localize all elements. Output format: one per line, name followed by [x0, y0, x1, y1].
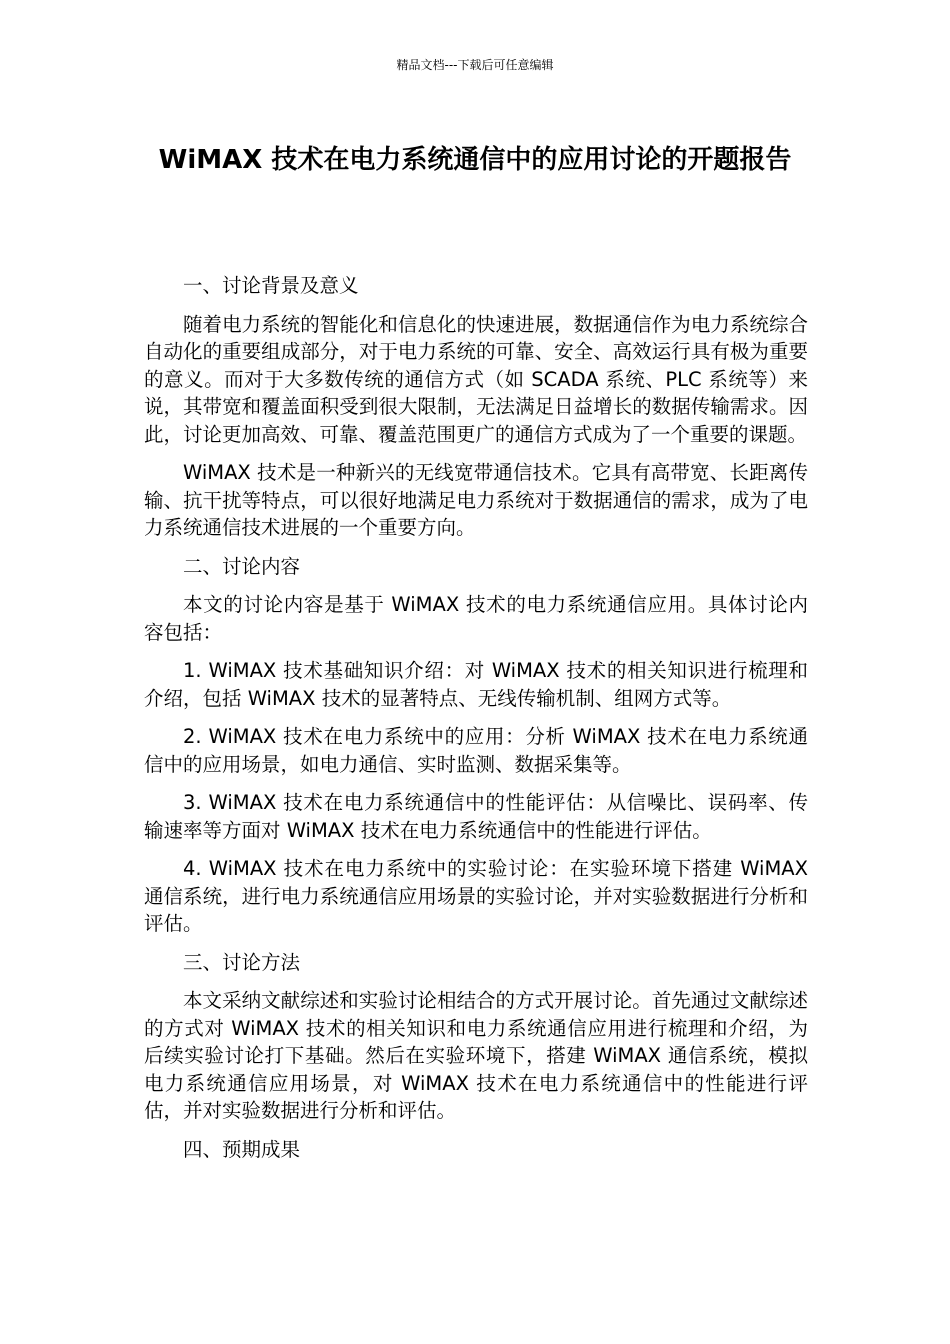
- list-item: 2. WiMAX 技术在电力系统中的应用：分析 WiMAX 技术在电力系统通信中的应用场景，如电力通信、实时监测、数据采集等。: [144, 725, 808, 776]
- list-item: 4. WiMAX 技术在电力系统中的实验讨论：在实验环境下搭建 WiMAX 通信系统，进行电力系统通信应用场景的实验讨论，并对实验数据进行分析和评估。: [144, 857, 808, 935]
- document-body: [144, 272, 808, 1174]
- section-heading-outcomes: 四、预期成果: [183, 1137, 301, 1161]
- section-heading-method: 三、讨论方法: [183, 950, 301, 974]
- body-paragraph: WiMAX 技术是一种新兴的无线宽带通信技术。它具有高带宽、长距离传输、抗干扰等特点，可以很好地满足电力系统对于数据通信的需求，成为了电力系统通信技术进展的一个重要方向。: [144, 461, 808, 539]
- list-item: 3. WiMAX 技术在电力系统通信中的性能评估：从信噪比、误码率、传输速率等方面对 WiMAX 技术在电力系统通信中的性能进行评估。: [144, 791, 808, 842]
- list-item: 1. WiMAX 技术基础知识介绍：对 WiMAX 技术的相关知识进行梳理和介绍，包括 WiMAX 技术的显著特点、无线传输机制、组网方式等。: [144, 659, 808, 710]
- section-heading-background: 一、讨论背景及意义: [183, 274, 359, 297]
- body-paragraph: 本文采纳文献综述和实验讨论相结合的方式开展讨论。首先通过文献综述的方式对 WiMAX 技术的相关知识和电力系统通信应用进行梳理和介绍，为后续实验讨论打下基础。然后在实验环境下，搭建 WiMAX 通信系统，模拟电力系统通信应用场景，对 WiMAX 技术在电力系统通信中的性能进行评估，并对实验数据进行分析和评估。: [144, 989, 808, 1122]
- body-paragraph: 本文的讨论内容是基于 WiMAX 技术的电力系统通信应用。具体讨论内容包括：: [144, 593, 808, 644]
- section-heading-content: 二、讨论内容: [183, 554, 301, 578]
- document-title: WiMAX 技术在电力系统通信中的应用讨论的开题报告: [158, 145, 792, 175]
- page-header-note: 精品文档---下载后可任意编辑: [396, 58, 554, 72]
- body-paragraph: 随着电力系统的智能化和信息化的快速进展，数据通信作为电力系统综合自动化的重要组成部分，对于电力系统的可靠、安全、高效运行具有极为重要的意义。而对于大多数传统的通信方式（如 SCADA 系统、PLC 系统等）来说，其带宽和覆盖面积受到很大限制，无法满足日益增长的数据传输需求。因此，讨论更加高效、可靠、覆盖范围更广的通信方式成为了一个重要的课题。: [144, 312, 808, 446]
